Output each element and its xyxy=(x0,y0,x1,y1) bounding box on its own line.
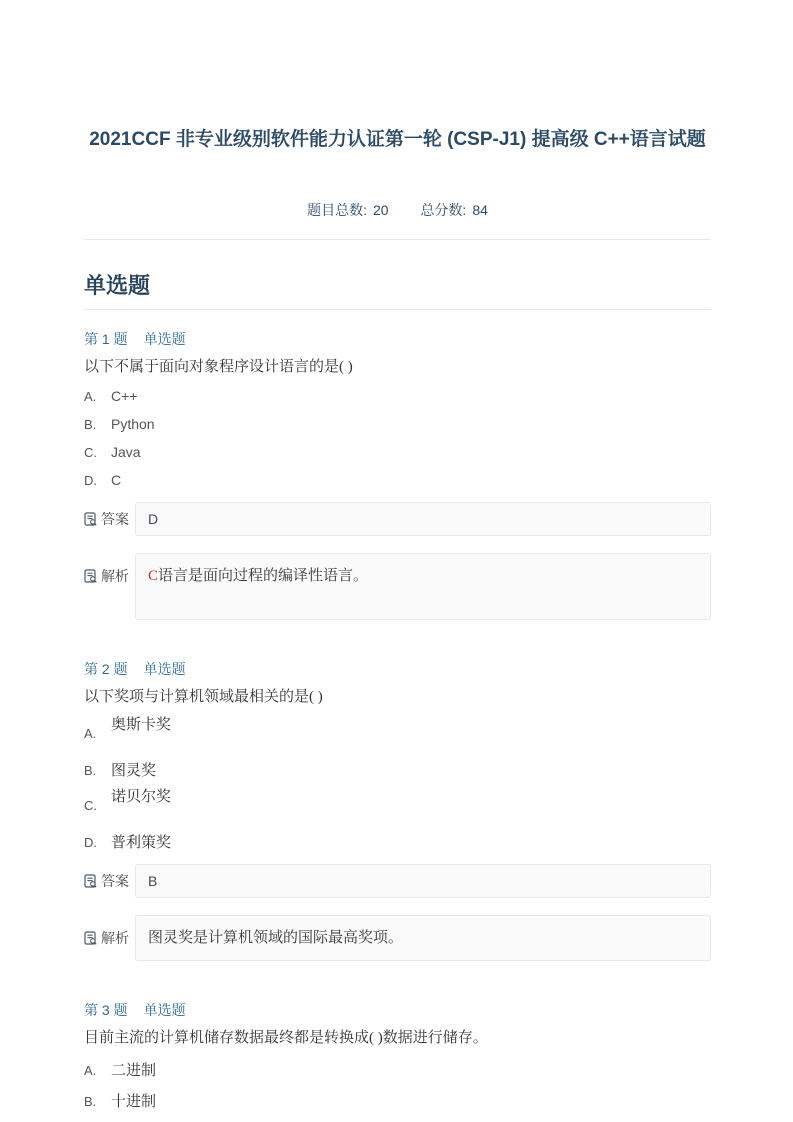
document-search-icon xyxy=(84,512,97,526)
analysis-highlight: C xyxy=(148,568,159,584)
option-text: 十进制 xyxy=(111,1094,157,1110)
option-row-d xyxy=(84,472,711,490)
option-row-d xyxy=(84,831,711,852)
total-score-value: 84 xyxy=(472,202,488,218)
question-type: 单选题 xyxy=(143,1002,186,1018)
option-row-a xyxy=(84,717,711,743)
total-questions-stat xyxy=(307,202,388,218)
total-questions-label: 题目总数: xyxy=(307,202,367,218)
option-text: C xyxy=(111,472,122,488)
header-divider xyxy=(84,239,711,240)
question-text: 以下不属于面向对象程序设计语言的是( ) xyxy=(84,359,353,375)
analysis-text-box: 图灵奖是计算机领域的国际最高奖项。 xyxy=(135,915,711,961)
option-text: 普利策奖 xyxy=(111,835,172,851)
analysis-label xyxy=(84,566,135,586)
option-text: Java xyxy=(111,444,141,460)
question-type: 单选题 xyxy=(143,331,186,347)
option-letter: B. xyxy=(84,1094,97,1109)
option-row-a xyxy=(84,1059,711,1080)
analysis-label-text: 解析 xyxy=(101,930,129,946)
total-score-label: 总分数: xyxy=(420,202,467,218)
question-type: 单选题 xyxy=(143,661,186,677)
option-letter: D. xyxy=(84,473,97,488)
question-header xyxy=(84,330,711,348)
question-block-3 xyxy=(84,1001,711,1111)
question-header xyxy=(84,1001,711,1019)
option-row-b xyxy=(84,416,711,434)
option-letter: B. xyxy=(84,417,97,432)
question-block-1 xyxy=(84,330,711,620)
answer-label xyxy=(84,509,135,529)
option-letter: D. xyxy=(84,835,97,850)
option-letter: A. xyxy=(84,389,97,404)
answer-value-box: B xyxy=(135,864,711,898)
option-letter: B. xyxy=(84,763,97,778)
question-text: 以下奖项与计算机领域最相关的是( ) xyxy=(84,689,323,705)
page-title: 2021CCF 非专业级别软件能力认证第一轮 (CSP-J1) 提高级 C++语言试题 xyxy=(89,129,706,150)
question-block-2 xyxy=(84,660,711,961)
answer-row xyxy=(84,502,711,536)
option-text: 图灵奖 xyxy=(111,763,157,779)
question-number: 第 1 题 xyxy=(84,331,128,347)
total-questions-value: 20 xyxy=(372,202,389,218)
answer-label-text: 答案 xyxy=(101,873,129,889)
option-text: C++ xyxy=(111,388,138,404)
analysis-label-text: 解析 xyxy=(101,568,129,584)
question-text: 目前主流的计算机储存数据最终都是转换成( )数据进行储存。 xyxy=(84,1030,488,1046)
analysis-row xyxy=(84,915,711,961)
total-score-stat xyxy=(420,202,487,218)
option-row-b xyxy=(84,1090,711,1111)
option-letter: C. xyxy=(84,445,97,460)
option-letter: A. xyxy=(84,1063,97,1078)
answer-value-box: D xyxy=(135,502,711,536)
exam-stats xyxy=(84,200,711,220)
analysis-text-box xyxy=(135,553,711,620)
answer-label-text: 答案 xyxy=(101,511,129,527)
document-search-icon xyxy=(84,874,97,888)
document-search-icon xyxy=(84,931,97,945)
section-divider xyxy=(84,309,711,310)
option-letter: C. xyxy=(84,798,97,813)
answer-label xyxy=(84,871,135,891)
answer-row xyxy=(84,864,711,898)
analysis-text: 语言是面向过程的编译性语言。 xyxy=(158,568,369,584)
option-letter: A. xyxy=(84,726,97,741)
option-row-c xyxy=(84,789,711,815)
option-row-a xyxy=(84,388,711,406)
option-text: 诺贝尔奖 xyxy=(111,789,172,805)
option-row-b xyxy=(84,759,711,780)
option-text: 奥斯卡奖 xyxy=(111,717,172,733)
question-number: 第 3 题 xyxy=(84,1002,128,1018)
option-row-c xyxy=(84,444,711,462)
option-text: Python xyxy=(111,416,155,432)
analysis-row xyxy=(84,553,711,620)
document-search-icon xyxy=(84,569,97,583)
analysis-label xyxy=(84,928,135,948)
question-header xyxy=(84,660,711,678)
section-heading: 单选题 xyxy=(84,273,151,298)
question-number: 第 2 题 xyxy=(84,661,128,677)
option-text: 二进制 xyxy=(111,1063,157,1079)
